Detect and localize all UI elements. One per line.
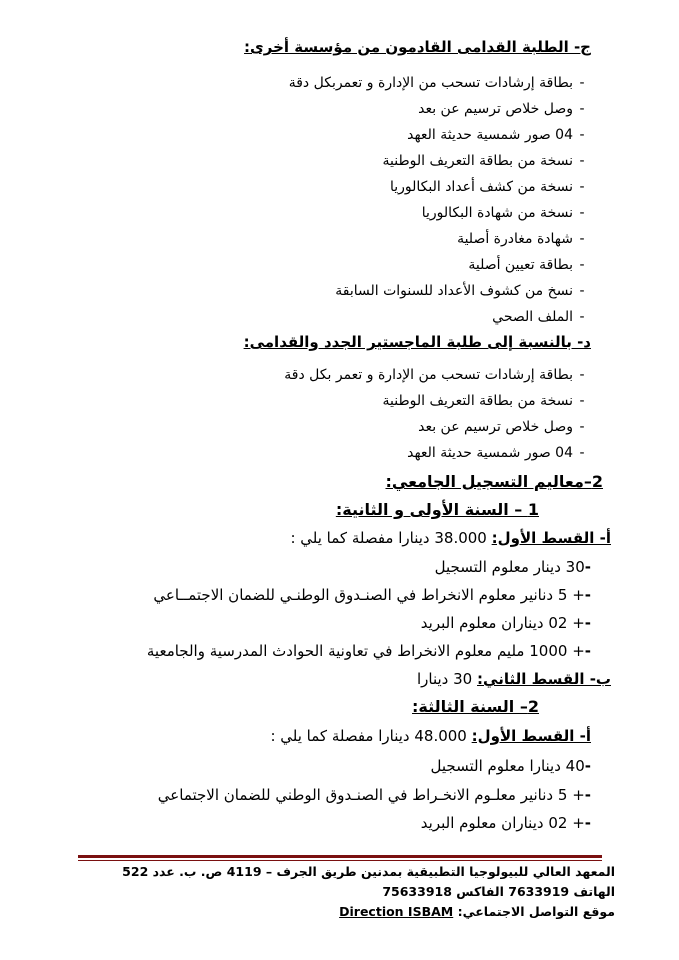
list-item: -+ 5 دنانير معلوم الانخراط في الصنـدوق الوطنـي للضمان الاجتمــاعي bbox=[153, 586, 591, 604]
footer-address: المعهد العالي للبيولوجيا التطبيقية بمدنين طريق الجرف – 4119 ص. ب. عدد 522 bbox=[122, 864, 615, 879]
footer-social: موقع التواصل الاجتماعي: Direction ISBAM bbox=[339, 904, 615, 919]
list-item: -30 دينار معلوم التسجيل bbox=[434, 558, 591, 576]
year3-title: 2– السنة الثالثة: bbox=[412, 697, 539, 716]
list-item: -04 صور شمسية حديثة العهد bbox=[407, 445, 585, 461]
list-item: -+ 1000 مليم معلوم الانخراط في تعاونية الحوادث المدرسية والجامعية bbox=[146, 642, 591, 660]
section-d-title: د- بالنسبة إلى طلبة الماجستير الجدد والقدامى: bbox=[243, 333, 591, 351]
list-item: -+ 02 ديناران معلوم البريد bbox=[420, 814, 591, 832]
footer-phone: الهاتف 7633919 الفاكس 75633918 bbox=[382, 884, 615, 899]
year12-title: 1 – السنة الأولى و الثانية: bbox=[335, 500, 539, 519]
social-link[interactable]: Direction ISBAM bbox=[339, 904, 454, 919]
fees-title: 2–معاليم التسجيل الجامعي: bbox=[385, 472, 603, 491]
list-item: -بطاقة تعيين أصلية bbox=[468, 257, 585, 273]
footer-divider-thin bbox=[78, 860, 602, 861]
list-item: -وصل خلاص ترسيم عن بعد bbox=[418, 101, 585, 117]
section-j-title: ج- الطلبة القدامى القادمون من مؤسسة أخرى: bbox=[244, 38, 591, 56]
list-item: -نسخة من شهادة البكالوريا bbox=[421, 205, 585, 221]
list-item: -نسخ من كشوف الأعداد للسنوات السابقة bbox=[335, 283, 585, 299]
list-item: -04 صور شمسية حديثة العهد bbox=[407, 127, 585, 143]
list-item: -40 دينارا معلوم التسجيل bbox=[430, 757, 591, 775]
list-item: -بطاقة إرشادات تسحب من الإدارة و تعمر بكل دقة bbox=[284, 367, 585, 383]
list-item: -نسخة من بطاقة التعريف الوطنية bbox=[382, 393, 585, 409]
list-item: -بطاقة إرشادات تسحب من الإدارة و تعمربكل دقة bbox=[288, 75, 585, 91]
year12-first-installment: أ- القسط الأول: 38.000 دينارا مفصلة كما يلي : bbox=[290, 529, 611, 547]
list-item: -الملف الصحي bbox=[492, 309, 585, 325]
list-item: -نسخة من بطاقة التعريف الوطنية bbox=[382, 153, 585, 169]
list-item: -+ 5 دنانير معلـوم الانخـراط في الصنـدوق الوطني للضمان الاجتماعي bbox=[157, 786, 591, 804]
list-item: -+ 02 ديناران معلوم البريد bbox=[420, 614, 591, 632]
list-item: -نسخة من كشف أعداد البكالوريا bbox=[389, 179, 585, 195]
footer-divider bbox=[78, 855, 602, 858]
list-item: -وصل خلاص ترسيم عن بعد bbox=[418, 419, 585, 435]
year3-first-installment: أ- القسط الأول: 48.000 دينارا مفصلة كما يلي : bbox=[270, 727, 591, 745]
year12-second-installment: ب- القسط الثاني: 30 دينارا bbox=[417, 670, 611, 688]
list-item: -شهادة مغادرة أصلية bbox=[457, 231, 585, 247]
